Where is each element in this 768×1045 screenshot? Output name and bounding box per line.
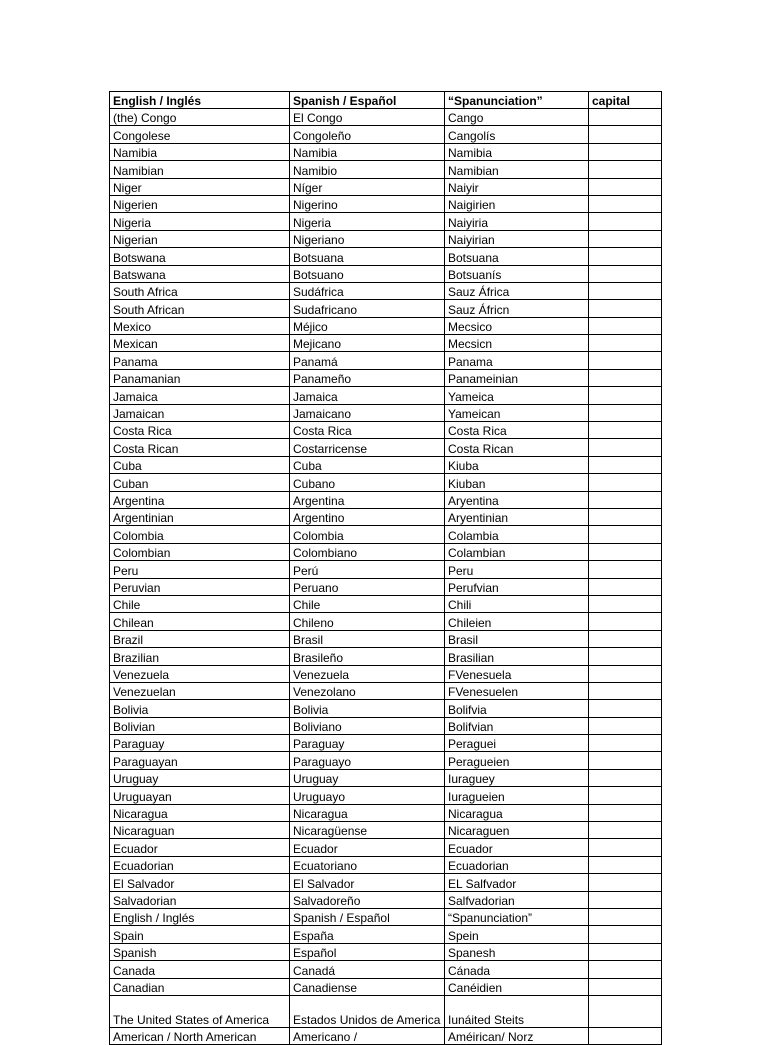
table-row (110, 213, 662, 230)
cell-spanunciation: Naigirien (445, 195, 589, 212)
cell-capital (589, 161, 662, 178)
cell-english: Venezuelan (110, 682, 290, 699)
cell-spanish: Jamaica (290, 387, 445, 404)
cell-spanish: Canadá (290, 961, 445, 978)
cell-english: Panamanian (110, 369, 290, 386)
cell-english: Uruguayan (110, 787, 290, 804)
cell-spanunciation: Namibian (445, 161, 589, 178)
cell-spanish: Costarricense (290, 439, 445, 456)
cell-capital (589, 230, 662, 247)
table-row (110, 508, 662, 525)
cell-english: Nigerian (110, 230, 290, 247)
cell-spanish: Argentino (290, 508, 445, 525)
cell-spanish: Cuba (290, 456, 445, 473)
cell-spanish: Botsuano (290, 265, 445, 282)
cell-spanish: Nicaragüense (290, 822, 445, 839)
cell-english: Chile (110, 595, 290, 612)
table-row (110, 613, 662, 630)
table-row (110, 891, 662, 908)
cell-capital (589, 282, 662, 299)
table-row (110, 491, 662, 508)
cell-english: Uruguay (110, 769, 290, 786)
cell-spanish: Estados Unidos de America (290, 995, 445, 1027)
vocabulary-table (109, 91, 662, 1045)
cell-spanish: Méjico (290, 317, 445, 334)
cell-english: Namibia (110, 143, 290, 160)
cell-spanish: Uruguay (290, 769, 445, 786)
cell-english: The United States of America (110, 995, 290, 1027)
table-row (110, 248, 662, 265)
cell-capital (589, 526, 662, 543)
table-row (110, 387, 662, 404)
cell-spanunciation: Namibia (445, 143, 589, 160)
table-row (110, 700, 662, 717)
cell-spanish: Costa Rica (290, 422, 445, 439)
cell-capital (589, 769, 662, 786)
cell-capital (589, 248, 662, 265)
cell-english: Mexico (110, 317, 290, 334)
table-body (110, 109, 662, 1045)
cell-english: American / North American (110, 1027, 290, 1044)
cell-english: Panama (110, 352, 290, 369)
cell-english: Canadian (110, 978, 290, 995)
table-row (110, 995, 662, 1027)
cell-spanunciation: Mecsico (445, 317, 589, 334)
cell-english: Argentina (110, 491, 290, 508)
cell-spanish: Venezuela (290, 665, 445, 682)
cell-spanish: Nigerino (290, 195, 445, 212)
cell-capital (589, 822, 662, 839)
cell-capital (589, 439, 662, 456)
table-row (110, 682, 662, 699)
cell-spanunciation: Nicaragua (445, 804, 589, 821)
cell-english: Peruvian (110, 578, 290, 595)
cell-spanunciation: Naiyirian (445, 230, 589, 247)
cell-english: Chilean (110, 613, 290, 630)
cell-capital (589, 143, 662, 160)
cell-capital (589, 561, 662, 578)
cell-spanish: Salvadoreño (290, 891, 445, 908)
cell-capital (589, 352, 662, 369)
table-row (110, 526, 662, 543)
cell-spanunciation: Colambian (445, 543, 589, 560)
cell-spanish: Namibio (290, 161, 445, 178)
cell-capital (589, 839, 662, 856)
cell-capital (589, 195, 662, 212)
cell-capital (589, 369, 662, 386)
cell-english: Paraguayan (110, 752, 290, 769)
cell-spanunciation: Yameica (445, 387, 589, 404)
cell-spanish: Mejicano (290, 335, 445, 352)
cell-spanish: Americano / (290, 1027, 445, 1044)
cell-spanish: Chile (290, 595, 445, 612)
cell-spanish: Peruano (290, 578, 445, 595)
table-row (110, 978, 662, 995)
table-row (110, 109, 662, 126)
table-row (110, 961, 662, 978)
cell-english: Spanish (110, 943, 290, 960)
table-row (110, 752, 662, 769)
table-row (110, 787, 662, 804)
table-row (110, 300, 662, 317)
table-row (110, 769, 662, 786)
cell-capital (589, 717, 662, 734)
cell-english: Botswana (110, 248, 290, 265)
cell-spanunciation: Brasilian (445, 648, 589, 665)
cell-spanunciation: Iuraguey (445, 769, 589, 786)
cell-spanish: Spanish / Español (290, 908, 445, 925)
cell-capital (589, 595, 662, 612)
cell-capital (589, 787, 662, 804)
cell-capital (589, 335, 662, 352)
table-row (110, 648, 662, 665)
cell-english: El Salvador (110, 874, 290, 891)
table-row (110, 161, 662, 178)
table-row (110, 839, 662, 856)
cell-english: Nicaragua (110, 804, 290, 821)
cell-spanunciation: Canéidien (445, 978, 589, 995)
cell-english: South African (110, 300, 290, 317)
cell-spanunciation: FVenesuelen (445, 682, 589, 699)
cell-english: Nigeria (110, 213, 290, 230)
cell-spanish: Panamá (290, 352, 445, 369)
table-row (110, 908, 662, 925)
cell-english: Cuban (110, 474, 290, 491)
cell-spanish: Níger (290, 178, 445, 195)
table-row (110, 126, 662, 143)
cell-capital (589, 995, 662, 1027)
cell-english: Brazilian (110, 648, 290, 665)
table-row (110, 630, 662, 647)
cell-spanunciation: Spanesh (445, 943, 589, 960)
cell-spanish: Nigeria (290, 213, 445, 230)
cell-english: Argentinian (110, 508, 290, 525)
cell-spanunciation: Peraguei (445, 735, 589, 752)
table-row (110, 265, 662, 282)
cell-capital (589, 961, 662, 978)
cell-spanish: Botsuana (290, 248, 445, 265)
cell-spanish: Brasileño (290, 648, 445, 665)
cell-capital (589, 682, 662, 699)
cell-spanish: Nicaragua (290, 804, 445, 821)
cell-english: Jamaican (110, 404, 290, 421)
cell-english: Ecuador (110, 839, 290, 856)
table-row (110, 717, 662, 734)
cell-spanunciation: Améirican/ Norz (445, 1027, 589, 1044)
cell-capital (589, 856, 662, 873)
header-capital: capital (589, 92, 662, 109)
cell-english: Congolese (110, 126, 290, 143)
header-spanunciation: “Spanunciation” (445, 92, 589, 109)
cell-capital (589, 265, 662, 282)
cell-spanunciation: Kiuba (445, 456, 589, 473)
cell-capital (589, 735, 662, 752)
table-row (110, 143, 662, 160)
cell-spanunciation: Chileien (445, 613, 589, 630)
cell-capital (589, 178, 662, 195)
cell-spanish: Brasil (290, 630, 445, 647)
cell-spanish: El Congo (290, 109, 445, 126)
cell-spanunciation: Ecuadorian (445, 856, 589, 873)
cell-capital (589, 978, 662, 995)
table-row (110, 561, 662, 578)
table-row (110, 595, 662, 612)
cell-spanish: Panameño (290, 369, 445, 386)
cell-capital (589, 752, 662, 769)
cell-capital (589, 300, 662, 317)
cell-spanunciation: Costa Rica (445, 422, 589, 439)
cell-spanunciation: Costa Rican (445, 439, 589, 456)
cell-spanish: Español (290, 943, 445, 960)
cell-english: Venezuela (110, 665, 290, 682)
cell-spanunciation: Yameican (445, 404, 589, 421)
cell-english: Cuba (110, 456, 290, 473)
cell-spanunciation: Salfvadorian (445, 891, 589, 908)
cell-english: Nigerien (110, 195, 290, 212)
table-row (110, 282, 662, 299)
cell-capital (589, 387, 662, 404)
cell-spanunciation: Iuragueien (445, 787, 589, 804)
cell-capital (589, 456, 662, 473)
cell-english: Spain (110, 926, 290, 943)
cell-capital (589, 213, 662, 230)
table-row (110, 369, 662, 386)
cell-capital (589, 109, 662, 126)
cell-spanunciation: Nicaraguen (445, 822, 589, 839)
table-row (110, 926, 662, 943)
cell-english: Mexican (110, 335, 290, 352)
cell-spanish: Sudáfrica (290, 282, 445, 299)
cell-spanish: Perú (290, 561, 445, 578)
cell-spanish: El Salvador (290, 874, 445, 891)
table-row (110, 943, 662, 960)
cell-english: South Africa (110, 282, 290, 299)
cell-capital (589, 578, 662, 595)
cell-english: Costa Rica (110, 422, 290, 439)
cell-english: Ecuadorian (110, 856, 290, 873)
table-row (110, 317, 662, 334)
cell-spanunciation: FVenesuela (445, 665, 589, 682)
cell-capital (589, 126, 662, 143)
table-row (110, 578, 662, 595)
table-row (110, 874, 662, 891)
cell-spanish: Cubano (290, 474, 445, 491)
cell-english: Salvadorian (110, 891, 290, 908)
cell-spanish: Venezolano (290, 682, 445, 699)
cell-english: Colombian (110, 543, 290, 560)
cell-spanunciation: Iunáited Steits (445, 995, 589, 1027)
cell-english: Batswana (110, 265, 290, 282)
cell-spanunciation: Brasil (445, 630, 589, 647)
cell-spanish: España (290, 926, 445, 943)
cell-spanish: Colombia (290, 526, 445, 543)
cell-spanish: Uruguayo (290, 787, 445, 804)
cell-english: Niger (110, 178, 290, 195)
table-row (110, 665, 662, 682)
table-row (110, 404, 662, 421)
cell-spanish: Namibia (290, 143, 445, 160)
header-row (110, 92, 662, 109)
cell-spanunciation: Spein (445, 926, 589, 943)
table-row (110, 474, 662, 491)
cell-capital (589, 665, 662, 682)
cell-capital (589, 943, 662, 960)
cell-spanish: Argentina (290, 491, 445, 508)
cell-spanunciation: Colambia (445, 526, 589, 543)
cell-capital (589, 1027, 662, 1044)
table-row (110, 856, 662, 873)
cell-capital (589, 508, 662, 525)
cell-spanunciation: Peragueien (445, 752, 589, 769)
cell-spanish: Jamaicano (290, 404, 445, 421)
cell-english: Nicaraguan (110, 822, 290, 839)
table-row (110, 335, 662, 352)
cell-spanish: Paraguayo (290, 752, 445, 769)
cell-spanish: Congoleño (290, 126, 445, 143)
cell-english: Peru (110, 561, 290, 578)
cell-spanish: Ecuador (290, 839, 445, 856)
cell-spanunciation: Cánada (445, 961, 589, 978)
cell-spanunciation: Sauz Áfricn (445, 300, 589, 317)
cell-capital (589, 891, 662, 908)
cell-spanish: Boliviano (290, 717, 445, 734)
cell-spanish: Chileno (290, 613, 445, 630)
cell-spanish: Sudafricano (290, 300, 445, 317)
table-row (110, 456, 662, 473)
cell-english: Colombia (110, 526, 290, 543)
table-row (110, 439, 662, 456)
cell-spanunciation: Botsuanís (445, 265, 589, 282)
table-row (110, 230, 662, 247)
cell-spanunciation: Botsuana (445, 248, 589, 265)
cell-spanish: Paraguay (290, 735, 445, 752)
cell-spanunciation: Naiyiria (445, 213, 589, 230)
cell-spanunciation: Panameinian (445, 369, 589, 386)
table-row (110, 195, 662, 212)
cell-capital (589, 804, 662, 821)
cell-spanish: Bolivia (290, 700, 445, 717)
cell-english: (the) Congo (110, 109, 290, 126)
cell-spanunciation: Cango (445, 109, 589, 126)
cell-capital (589, 700, 662, 717)
cell-capital (589, 908, 662, 925)
cell-spanunciation: Bolifvia (445, 700, 589, 717)
cell-spanish: Colombiano (290, 543, 445, 560)
cell-spanunciation: “Spanunciation” (445, 908, 589, 925)
table-row (110, 804, 662, 821)
cell-english: Paraguay (110, 735, 290, 752)
cell-english: Brazil (110, 630, 290, 647)
cell-capital (589, 474, 662, 491)
cell-spanish: Ecuatoriano (290, 856, 445, 873)
cell-spanunciation: EL Salfvador (445, 874, 589, 891)
cell-spanunciation: Mecsicn (445, 335, 589, 352)
cell-spanish: Canadiense (290, 978, 445, 995)
table-row (110, 422, 662, 439)
table-row (110, 352, 662, 369)
cell-english: Namibian (110, 161, 290, 178)
table-row (110, 822, 662, 839)
cell-capital (589, 874, 662, 891)
cell-spanunciation: Cangolís (445, 126, 589, 143)
table-row (110, 735, 662, 752)
cell-spanunciation: Kiuban (445, 474, 589, 491)
cell-english: Jamaica (110, 387, 290, 404)
cell-capital (589, 648, 662, 665)
cell-english: Bolivian (110, 717, 290, 734)
cell-spanish: Nigeriano (290, 230, 445, 247)
cell-spanunciation: Sauz África (445, 282, 589, 299)
table-row (110, 178, 662, 195)
table-row (110, 543, 662, 560)
cell-spanunciation: Peru (445, 561, 589, 578)
cell-english: Canada (110, 961, 290, 978)
cell-english: Bolivia (110, 700, 290, 717)
cell-english: Costa Rican (110, 439, 290, 456)
cell-spanunciation: Ecuador (445, 839, 589, 856)
table-row (110, 1027, 662, 1044)
cell-english: English / Inglés (110, 908, 290, 925)
cell-capital (589, 613, 662, 630)
cell-spanunciation: Aryentinian (445, 508, 589, 525)
cell-spanunciation: Perufvian (445, 578, 589, 595)
cell-spanunciation: Bolifvian (445, 717, 589, 734)
cell-capital (589, 317, 662, 334)
cell-spanunciation: Chili (445, 595, 589, 612)
cell-spanunciation: Naiyir (445, 178, 589, 195)
cell-spanunciation: Aryentina (445, 491, 589, 508)
header-english: English / Inglés (110, 92, 290, 109)
cell-capital (589, 543, 662, 560)
cell-capital (589, 422, 662, 439)
cell-capital (589, 491, 662, 508)
cell-capital (589, 926, 662, 943)
cell-spanunciation: Panama (445, 352, 589, 369)
header-spanish: Spanish / Español (290, 92, 445, 109)
cell-capital (589, 404, 662, 421)
cell-capital (589, 630, 662, 647)
